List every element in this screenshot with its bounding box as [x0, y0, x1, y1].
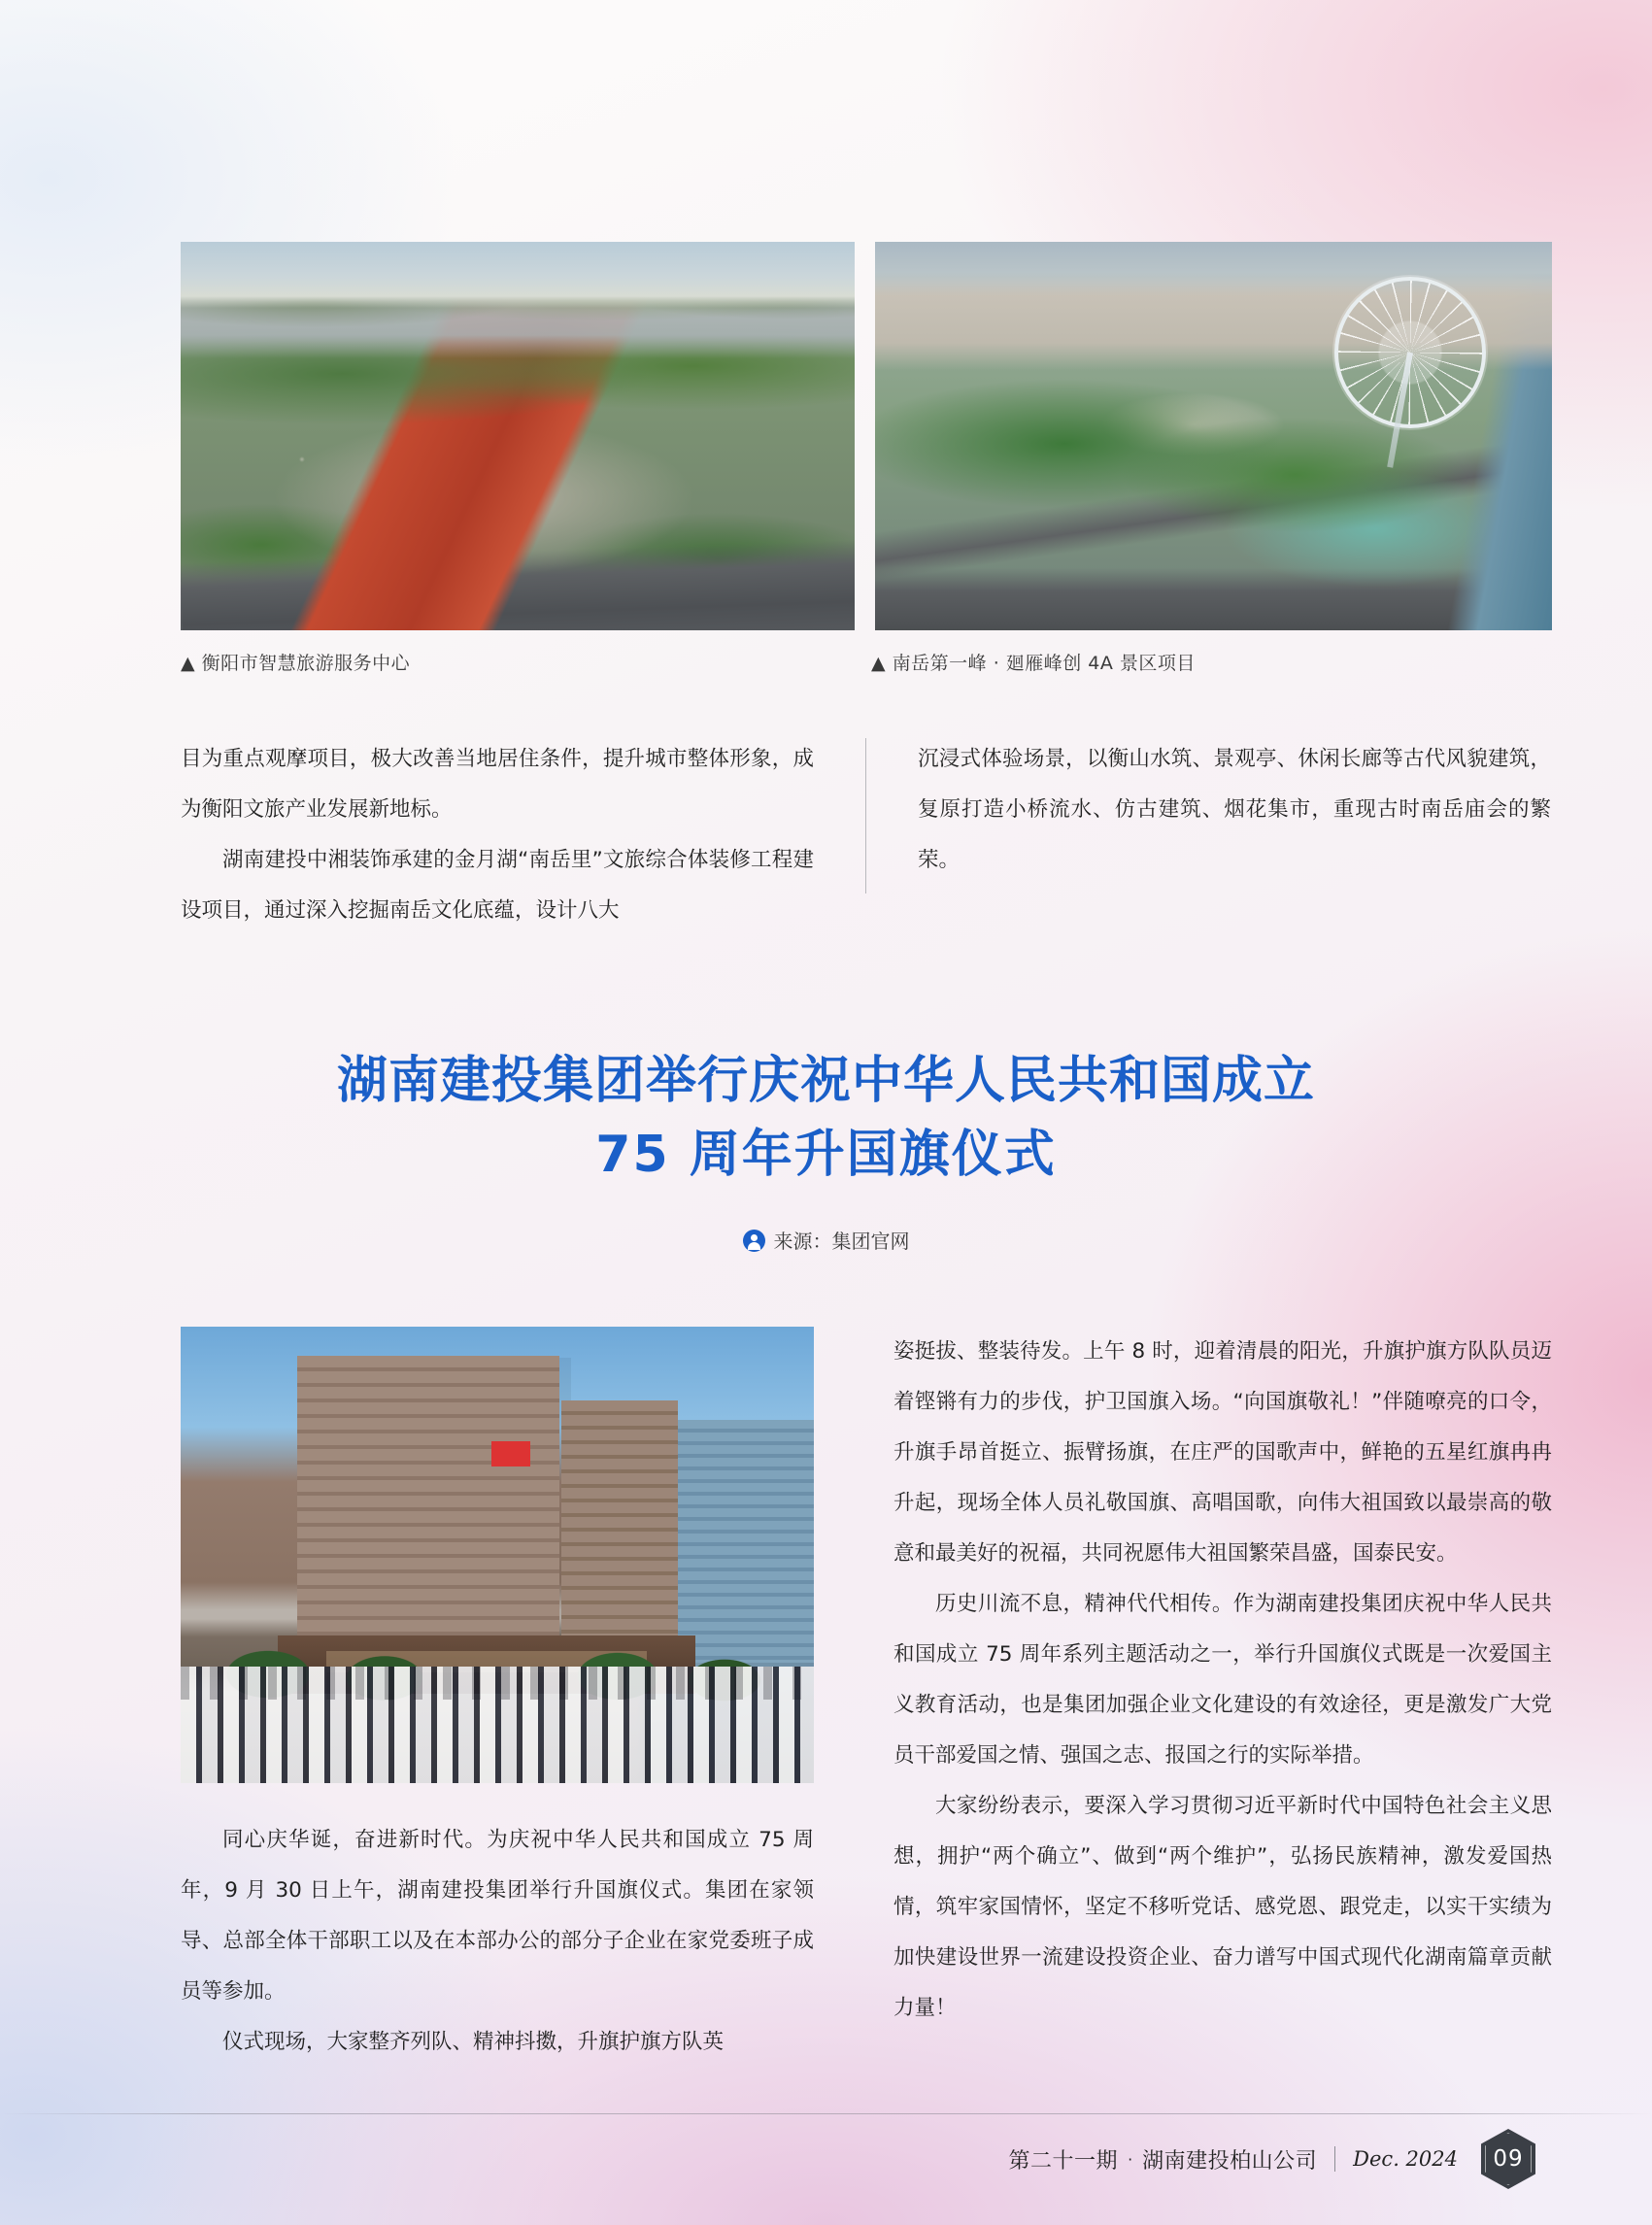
intro-paragraph: 沉浸式体验场景，以衡山水筑、景观亭、休闲长廊等古代风貌建筑，复原打造小桥流水、仿古建筑、烟花集市，重现古时南岳庙会的繁荣。	[918, 747, 1551, 872]
photo-flag-raising-ceremony	[181, 1327, 814, 1783]
article-body-left	[181, 1815, 814, 2068]
article-body-right	[893, 1327, 1552, 2034]
photo-caption-2: ▲ 南岳第一峰 · 廻雁峰创 4A 景区项目	[871, 653, 1196, 674]
source-label: 来源：集团官网	[773, 1230, 910, 1253]
top-photo-row	[181, 242, 1552, 630]
page-footer	[1009, 2129, 1535, 2189]
intro-paragraph: 湖南建投中湘装饰承建的金月湖“南岳里”文旅综合体装修工程建设项目，通过深入挖掘南岳文化底蕴，设计八大	[181, 848, 814, 923]
article-paragraph: 同心庆华诞，奋进新时代。为庆祝中华人民共和国成立 75 周年，9 月 30 日上午，湖南建投集团举行升国旗仪式。集团在家领导、总部全体干部职工以及在本部办公的部分子企业在家党委班子成员等参加。	[181, 1828, 814, 2004]
footer-divider	[0, 2113, 1652, 2114]
article-headline	[0, 1044, 1652, 1192]
article-source	[0, 1226, 1652, 1254]
intro-column-left	[181, 734, 814, 936]
footer-date: Dec. 2024	[1353, 2147, 1458, 2171]
article-paragraph: 姿挺拔、整装待发。上午 8 时，迎着清晨的阳光，升旗护旗方队队员迈着铿锵有力的步伐，护卫国旗入场。“向国旗敬礼！”伴随嘹亮的口令，升旗手昂首挺立、振臂扬旗，在庄严的国歌声中，鲜艳的五星红旗冉冉升起，现场全体人员礼敬国旗、高唱国歌，向伟大祖国致以最崇高的敬意和最美好的祝福，共同祝愿伟大祖国繁荣昌盛，国泰民安。	[893, 1339, 1552, 1566]
article-paragraph: 仪式现场，大家整齐列队、精神抖擞，升旗护旗方队英	[222, 2030, 725, 2054]
footer-dot: ·	[1128, 2149, 1133, 2169]
footer-publication: 湖南建投柏山公司	[1142, 2148, 1318, 2174]
building-glass-facade	[678, 1420, 814, 1663]
crowd-of-attendees	[181, 1667, 814, 1783]
building-tower-main	[297, 1356, 559, 1647]
footer-issue: 第二十一期	[1008, 2148, 1119, 2174]
national-flag-icon	[491, 1441, 530, 1466]
source-avatar-icon	[743, 1230, 765, 1252]
page-number-badge	[1481, 2129, 1535, 2189]
intro-column-right	[918, 734, 1551, 936]
photo-caption-1: ▲ 衡阳市智慧旅游服务中心	[181, 653, 411, 674]
ferris-wheel-icon	[1334, 277, 1486, 428]
footer-separator	[1334, 2146, 1335, 2172]
column-divider	[865, 738, 866, 893]
page-number: 09	[1493, 2146, 1524, 2172]
article-paragraph: 历史川流不息，精神代代相传。作为湖南建投集团庆祝中华人民共和国成立 75 周年系列主题活动之一，举行升国旗仪式既是一次爱国主义教育活动，也是集团加强企业文化建设的有效途径，更是激发广大党员干部爱国之情、强国之志、报国之行的实际举措。	[893, 1592, 1552, 1768]
headline-line-1: 湖南建投集团举行庆祝中华人民共和国成立	[336, 1052, 1315, 1110]
photo-hengyang-smart-tourism-service-center	[181, 242, 855, 630]
headline-line-2: 75 周年升国旗仪式	[595, 1126, 1057, 1184]
building-tower-secondary	[561, 1400, 678, 1649]
article-paragraph: 大家纷纷表示，要深入学习贯彻习近平新时代中国特色社会主义思想，拥护“两个确立”、做到“两个维护”，弘扬民族精神，激发爱国热情，筑牢家国情怀，坚定不移听党话、感党恩、跟党走，以实干实绩为加快建设世界一流建设投资企业、奋力谱写中国式现代化湖南篇章贡献力量！	[893, 1794, 1552, 2020]
intro-columns	[181, 734, 1552, 936]
photo-nanyue-huiyanfeng-scenic-project	[875, 242, 1552, 630]
intro-paragraph: 目为重点观摩项目，极大改善当地居住条件，提升城市整体形象，成为衡阳文旅产业发展新地标。	[181, 747, 814, 822]
